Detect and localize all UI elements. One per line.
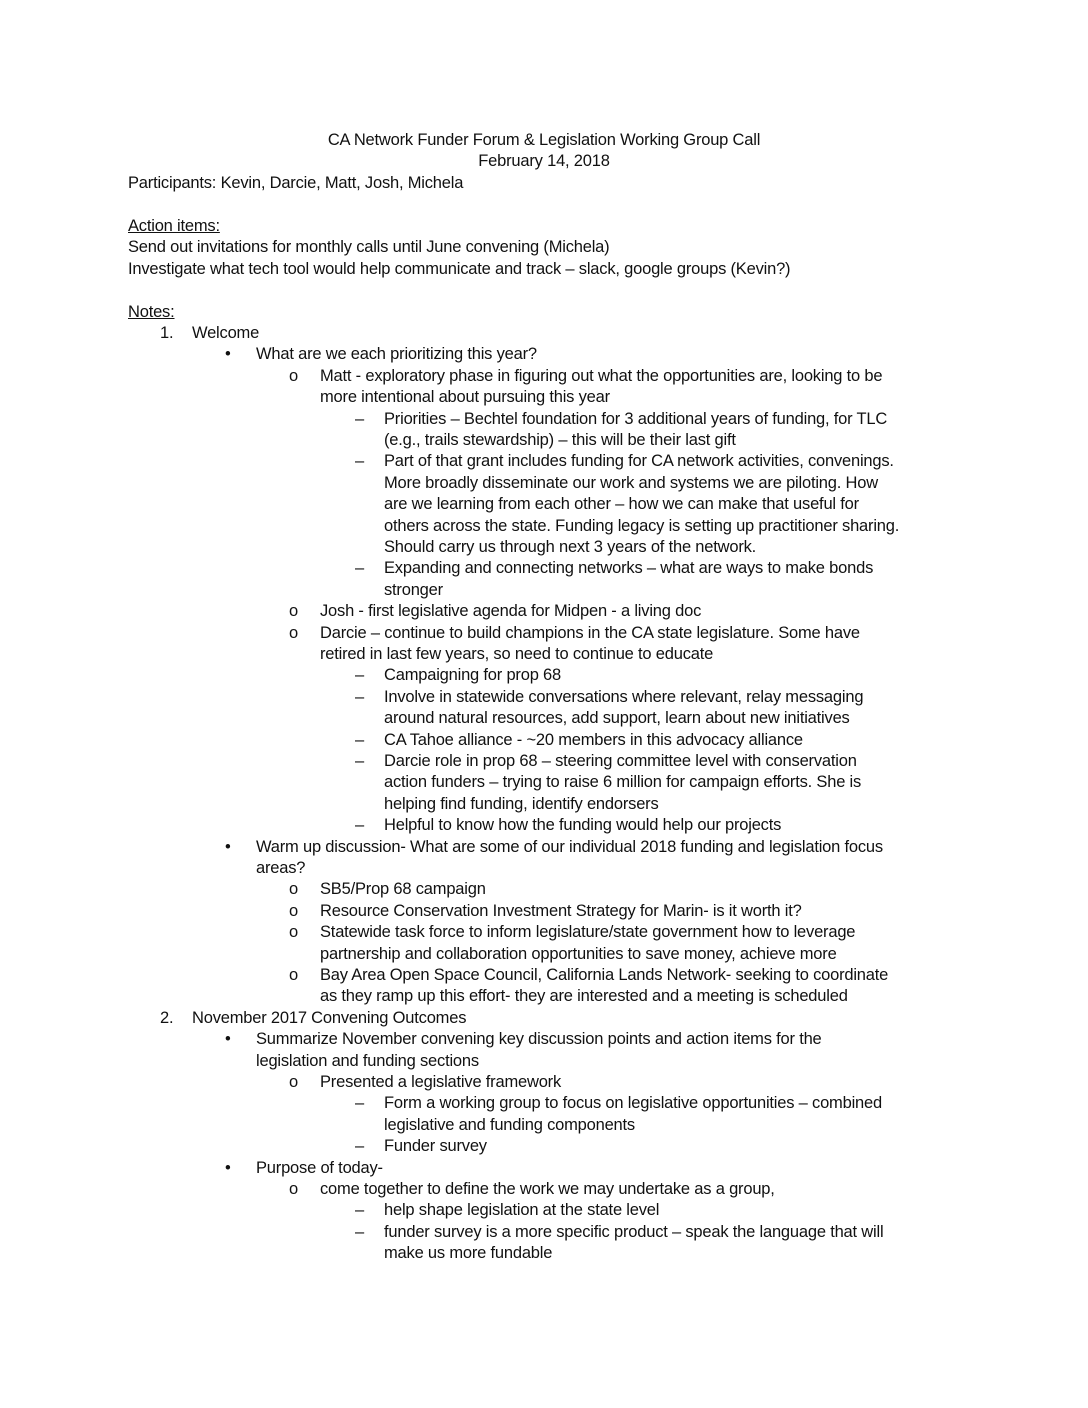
- dash-item-text: helping find funding, identify endorsers: [384, 794, 659, 813]
- participants: Participants: Kevin, Darcie, Matt, Josh, Michela: [128, 174, 464, 192]
- dash-item-text: make us more fundable: [384, 1244, 553, 1263]
- dash-item-text: Priorities – Bechtel foundation for 3 additional years of funding, for TLC: [384, 409, 888, 428]
- document-title: CA Network Funder Forum & Legislation Working Group Call: [327, 131, 761, 149]
- sub-item-marker: o: [289, 923, 298, 942]
- dash-item-marker: –: [355, 666, 364, 685]
- dash-item-text: around natural resources, add support, learn about new initiatives: [384, 709, 850, 728]
- sub-item-marker: o: [289, 1073, 298, 1091]
- sub-item-text: Statewide task force to inform legislature/state government how to leverage: [320, 923, 856, 942]
- dash-item-marker: –: [355, 409, 364, 428]
- dash-item-text: legislative and funding components: [384, 1115, 635, 1134]
- bullet-item-text: Purpose of today-: [256, 1158, 383, 1177]
- action-item: Investigate what tech tool would help communicate and track – slack, google groups (Kevin?): [128, 260, 791, 278]
- sub-item-text: Matt - exploratory phase in figuring out what the opportunities are, looking to be: [320, 366, 883, 385]
- dash-item-marker: –: [355, 559, 364, 578]
- bullet-item-text: Summarize November convening key discussion points and action items for the: [256, 1030, 822, 1049]
- bullet-item-marker: •: [225, 837, 231, 856]
- sub-item-marker: o: [289, 366, 298, 385]
- dash-item-marker: –: [355, 1201, 364, 1220]
- dash-item-marker: –: [355, 752, 364, 770]
- numbered-section-marker: 1.: [160, 324, 174, 342]
- notes-heading: Notes:: [128, 303, 175, 321]
- sub-item-text: as they ramp up this effort- they are interested and a meeting is scheduled: [320, 987, 848, 1006]
- numbered-section-marker: 2.: [160, 1008, 174, 1027]
- dash-item-text: Involve in statewide conversations where relevant, relay messaging: [384, 687, 864, 706]
- dash-item-text: Part of that grant includes funding for CA network activities, convenings.: [384, 452, 894, 471]
- sub-item-text: Darcie – continue to build champions in the CA state legislature. Some have: [320, 623, 860, 642]
- sub-item-text: partnership and collaboration opportunities to save money, achieve more: [320, 944, 837, 963]
- dash-item-text: Should carry us through next 3 years of the network.: [384, 538, 757, 556]
- dash-item-text: Helpful to know how the funding would help our projects: [384, 816, 782, 835]
- sub-item-text: Bay Area Open Space Council, California Lands Network- seeking to coordinate: [320, 966, 889, 984]
- bullet-item-marker: •: [225, 345, 231, 364]
- dash-item-marker: –: [355, 816, 364, 835]
- dash-item-text: action funders – trying to raise 6 million for campaign efforts. She is: [384, 773, 862, 792]
- dash-item-text: (e.g., trails stewardship) – this will be their last gift: [384, 431, 736, 449]
- sub-item-text: retired in last few years, so need to continue to educate: [320, 645, 714, 663]
- dash-item-marker: –: [355, 730, 364, 749]
- dash-item-marker: –: [355, 452, 364, 471]
- sub-item-text: SB5/Prop 68 campaign: [320, 880, 486, 899]
- sub-item-marker: o: [289, 1180, 298, 1198]
- dash-item-text: are we learning from each other – how we can make that useful for: [384, 495, 859, 514]
- document-date: February 14, 2018: [478, 152, 610, 170]
- numbered-section-text: November 2017 Convening Outcomes: [192, 1008, 467, 1027]
- sub-item-marker: o: [289, 602, 298, 621]
- sub-item-marker: o: [289, 901, 298, 920]
- bullet-item-text: legislation and funding sections: [256, 1051, 479, 1070]
- sub-item-text: Presented a legislative framework: [320, 1073, 562, 1091]
- dash-item-text: More broadly disseminate our work and systems we are piloting. How: [384, 473, 878, 492]
- dash-item-marker: –: [355, 1094, 364, 1113]
- dash-item-marker: –: [355, 1222, 364, 1241]
- bullet-item-text: areas?: [256, 859, 306, 877]
- dash-item-text: CA Tahoe alliance - ~20 members in this advocacy alliance: [384, 730, 803, 749]
- action-items-heading: Action items:: [128, 217, 220, 235]
- dash-item-text: others across the state. Funding legacy is setting up practitioner sharing.: [384, 516, 900, 535]
- bullet-item-text: Warm up discussion- What are some of our individual 2018 funding and legislation focus: [256, 837, 883, 856]
- dash-item-text: Campaigning for prop 68: [384, 666, 562, 685]
- sub-item-marker: o: [289, 966, 298, 984]
- dash-item-text: Funder survey: [384, 1137, 487, 1156]
- sub-item-marker: o: [289, 623, 298, 642]
- bullet-item-marker: •: [225, 1158, 231, 1177]
- sub-item-text: Josh - first legislative agenda for Midpen - a living doc: [320, 602, 702, 621]
- sub-item-text: Resource Conservation Investment Strategy for Marin- is it worth it?: [320, 901, 802, 920]
- dash-item-text: Expanding and connecting networks – what are ways to make bonds: [384, 559, 874, 578]
- dash-item-marker: –: [355, 1137, 364, 1156]
- bullet-item-marker: •: [225, 1030, 231, 1049]
- bullet-item-text: What are we each prioritizing this year?: [256, 345, 537, 364]
- sub-item-text: more intentional about pursuing this year: [320, 388, 610, 407]
- action-item: Send out invitations for monthly calls until June convening (Michela): [128, 238, 610, 256]
- dash-item-text: Darcie role in prop 68 – steering committee level with conservation: [384, 752, 857, 770]
- sub-item-text: come together to define the work we may undertake as a group,: [320, 1180, 775, 1198]
- sub-item-marker: o: [289, 880, 298, 899]
- numbered-section-text: Welcome: [192, 324, 260, 342]
- dash-item-text: funder survey is a more specific product – speak the language that will: [384, 1222, 884, 1241]
- dash-item-text: help shape legislation at the state level: [384, 1201, 660, 1220]
- dash-item-marker: –: [355, 687, 364, 706]
- dash-item-text: Form a working group to focus on legislative opportunities – combined: [384, 1094, 882, 1113]
- dash-item-text: stronger: [384, 580, 443, 599]
